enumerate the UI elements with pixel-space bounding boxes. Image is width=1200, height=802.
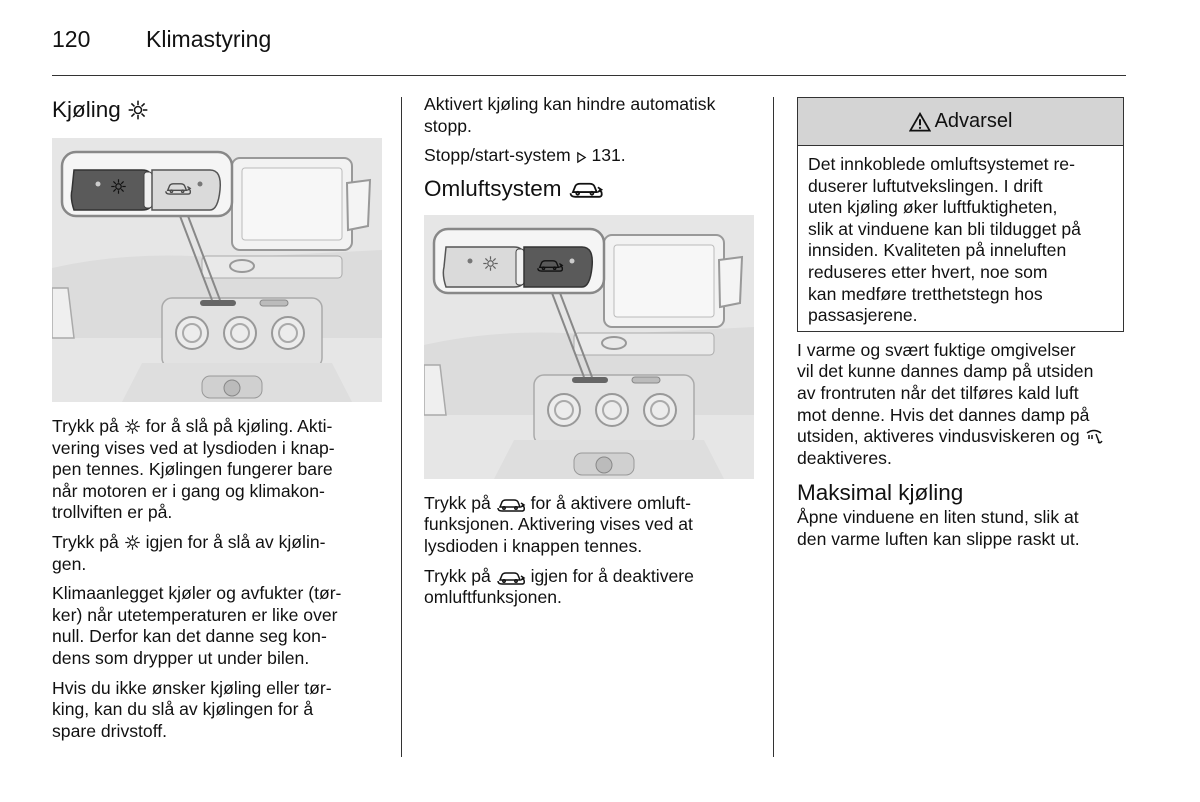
page-header [52, 24, 1126, 60]
paragraph: Aktivert kjøling kan hindre automatisk stopp. [424, 94, 716, 136]
arrow-icon [576, 151, 587, 164]
paragraph: Trykk på for å aktivere omluft- funksjonen. Aktivering vises ved at lysdioden i knappen tennes. [424, 492, 693, 556]
dashboard-illustration [424, 215, 754, 479]
cooling-button-illustration [52, 138, 382, 402]
column-warning [797, 92, 1127, 559]
column-cooling [52, 92, 382, 750]
recirculation-button-illustration [424, 215, 754, 479]
column-recirculation [424, 92, 754, 617]
dashboard-illustration [52, 138, 382, 402]
paragraph: Trykk på igjen for å slå av kjølin- gen. [52, 531, 326, 574]
paragraph: Klimaanlegget kjøler og avfukter (tør- ker) når utetemperaturen er like over null. Derfor kan det danne seg kon- dens som drypper ut under bilen. [52, 583, 342, 668]
snowflake-icon [124, 418, 141, 435]
paragraph: I varme og svært fuktige omgivelser vil det kunne dannes damp på utsiden av frontruten når det tilføres kald luft mot denne. Hvis det dannes damp på utsiden, aktiveres vindusviskeren og deaktiveres. [797, 340, 1127, 470]
warning-box [797, 97, 1124, 332]
paragraph: Trykk på for å slå på kjøling. Akti- vering vises ved at lysdioden i knap- pen tennes. Kjølingen fungerer bare når motoren er i gang og klimakon- trollviften er på. [52, 416, 335, 523]
windscreen-wiper-icon [1085, 429, 1103, 445]
warning-triangle-icon [909, 112, 931, 132]
paragraph: Trykk på igjen for å deaktivere omluftfunksjonen. [424, 565, 694, 608]
header-rule [52, 75, 1126, 76]
section-heading-recirculation: Omluftsystem [424, 175, 754, 203]
warning-title: Advarsel [934, 110, 1013, 132]
warning-body [798, 146, 1123, 331]
recirculation-icon [496, 569, 526, 585]
chapter-title: Klimastyring [146, 26, 272, 52]
column-divider [401, 97, 402, 757]
snowflake-icon [124, 534, 141, 551]
snowflake-icon [127, 99, 149, 121]
paragraph: Åpne vinduene en liten stund, slik at den varme luften kan slippe raskt ut. [797, 507, 1080, 549]
warning-header [798, 98, 1123, 146]
section-heading-max-cooling: Maksimal kjøling [797, 480, 964, 506]
recirculation-icon [568, 179, 604, 198]
warning-text: Det innkoblede omluftsystemet re- duserer luftutvekslingen. I drift uten kjøling øker luftfuktigheten, slik at vinduene kan bli tildugget på innsiden. Kvaliteten på inneluften reduseres etter hvert, noe som kan medføre tretthetstegn hos passasjerene. [808, 154, 1081, 326]
paragraph: Hvis du ikke ønsker kjøling eller tør- king, kan du slå av kjølingen for å spare drivstoff. [52, 677, 332, 741]
cross-reference: Stopp/start-system 131. [424, 145, 626, 166]
recirculation-icon [496, 496, 526, 512]
section-heading-cooling: Kjøling [52, 96, 382, 124]
page-number: 120 [52, 26, 91, 52]
column-divider [773, 97, 774, 757]
